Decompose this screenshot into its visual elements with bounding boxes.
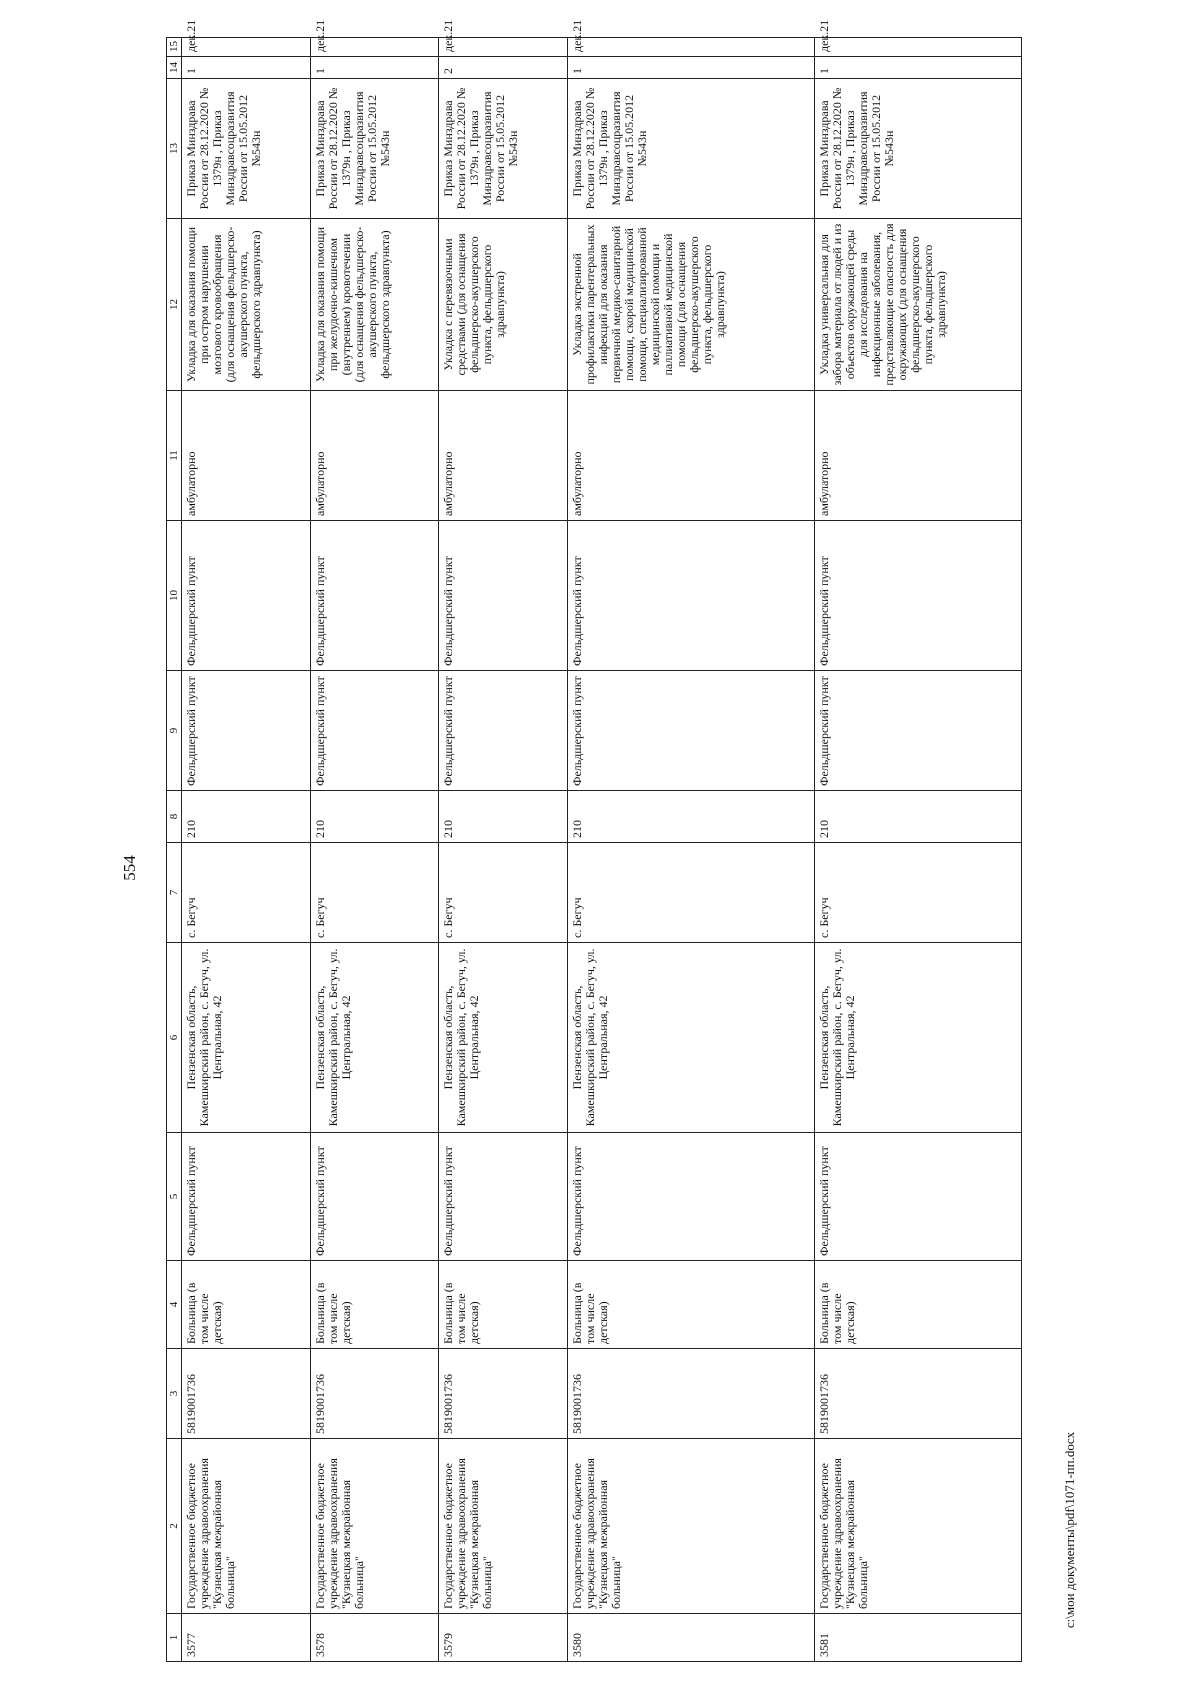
address-cell: Пензенская область, Камешкирский район, с. Бегуч, ул. Центральная, 42 xyxy=(439,943,568,1133)
row-number-cell: 3581 xyxy=(814,1614,1021,1662)
code-cell: 210 xyxy=(310,791,439,843)
table-row xyxy=(439,38,568,1662)
address-cell: Пензенская область, Камешкирский район, с. Бегуч, ул. Центральная, 42 xyxy=(814,943,1021,1133)
locality-cell: с. Бегуч xyxy=(310,843,439,943)
code-cell: 210 xyxy=(567,791,814,843)
table-container xyxy=(166,19,1022,1662)
subdivision-cell: Фельдшерский пункт xyxy=(567,671,814,791)
equipment-name-cell: Укладка для оказания помощи при остром нарушении мозгового кровообращения (для оснащения фельдшерско-акушерского пункта, фельдшерского здравпункта) xyxy=(182,219,311,391)
unit-name-cell: Фельдшерский пункт xyxy=(439,521,568,671)
column-number-7: 7 xyxy=(167,843,182,943)
code-cell: 210 xyxy=(439,791,568,843)
unit-type-cell: Фельдшерский пункт xyxy=(814,1133,1021,1261)
unit-type-cell: Фельдшерский пункт xyxy=(439,1133,568,1261)
equipment-name-cell: Укладка с перевязочными средствами (для оснащения фельдшерско-акушерского пункта, фельдшерского здравпункта) xyxy=(439,219,568,391)
quantity-cell: 1 xyxy=(182,57,311,79)
column-number-row xyxy=(167,38,182,1662)
page-number: 554 xyxy=(120,855,139,881)
column-number-14: 14 xyxy=(167,57,182,79)
subdivision-cell: Фельдшерский пункт xyxy=(814,671,1021,791)
address-cell: Пензенская область, Камешкирский район, с. Бегуч, ул. Центральная, 42 xyxy=(182,943,311,1133)
unit-name-cell: Фельдшерский пункт xyxy=(310,521,439,671)
date-cell: дек.21 xyxy=(310,38,439,57)
regulation-cell: Приказ Минздрава России от 28.12.2020 № 1379н , Приказ Минздравсоцразвития России от 15.05.2012 №543н xyxy=(567,79,814,219)
column-number-12: 12 xyxy=(167,219,182,391)
regulation-cell: Приказ Минздрава России от 28.12.2020 № 1379н , Приказ Минздравсоцразвития России от 15.05.2012 №543н xyxy=(814,79,1021,219)
inn-cell: 5819001736 xyxy=(567,1349,814,1439)
locality-cell: с. Бегуч xyxy=(182,843,311,943)
facility-type-cell: Больница (в том числе детская) xyxy=(814,1261,1021,1349)
table-row xyxy=(182,38,311,1662)
subdivision-cell: Фельдшерский пункт xyxy=(439,671,568,791)
care-conditions-cell: амбулаторно xyxy=(310,391,439,521)
locality-cell: с. Бегуч xyxy=(814,843,1021,943)
row-number-cell: 3578 xyxy=(310,1614,439,1662)
equipment-table xyxy=(166,19,1022,1662)
organization-cell: Государственное бюджетное учреждение здравоохранения "Кузнецкая межрайонная больница" xyxy=(310,1439,439,1614)
column-number-1: 1 xyxy=(167,1614,182,1662)
date-cell: дек.21 xyxy=(182,38,311,57)
column-number-6: 6 xyxy=(167,943,182,1133)
quantity-cell: 1 xyxy=(814,57,1021,79)
column-number-11: 11 xyxy=(167,391,182,521)
column-number-4: 4 xyxy=(167,1261,182,1349)
subdivision-cell: Фельдшерский пункт xyxy=(182,671,311,791)
care-conditions-cell: амбулаторно xyxy=(814,391,1021,521)
unit-name-cell: Фельдшерский пункт xyxy=(182,521,311,671)
inn-cell: 5819001736 xyxy=(182,1349,311,1439)
address-cell: Пензенская область, Камешкирский район, с. Бегуч, ул. Центральная, 42 xyxy=(310,943,439,1133)
table-row xyxy=(310,38,439,1662)
locality-cell: с. Бегуч xyxy=(567,843,814,943)
row-number-cell: 3580 xyxy=(567,1614,814,1662)
organization-cell: Государственное бюджетное учреждение здравоохранения "Кузнецкая межрайонная больница" xyxy=(814,1439,1021,1614)
column-number-8: 8 xyxy=(167,791,182,843)
organization-cell: Государственное бюджетное учреждение здравоохранения "Кузнецкая межрайонная больница" xyxy=(567,1439,814,1614)
column-number-15: 15 xyxy=(167,38,182,57)
unit-name-cell: Фельдшерский пункт xyxy=(814,521,1021,671)
equipment-name-cell: Укладка экстренной профилактики парентеральных инфекций для оказания первичной медико-санитарной помощи, скорой медицинской помощи, специализированной медицинской помощи и паллиативной медицинской помощи (для оснащения фельдшерско-акушерского пункта, фельдшерского здравпункта) xyxy=(567,219,814,391)
inn-cell: 5819001736 xyxy=(310,1349,439,1439)
code-cell: 210 xyxy=(182,791,311,843)
column-number-9: 9 xyxy=(167,671,182,791)
table-row xyxy=(567,38,814,1662)
inn-cell: 5819001736 xyxy=(814,1349,1021,1439)
facility-type-cell: Больница (в том числе детская) xyxy=(567,1261,814,1349)
subdivision-cell: Фельдшерский пункт xyxy=(310,671,439,791)
unit-type-cell: Фельдшерский пункт xyxy=(182,1133,311,1261)
unit-type-cell: Фельдшерский пункт xyxy=(567,1133,814,1261)
column-number-13: 13 xyxy=(167,79,182,219)
column-number-2: 2 xyxy=(167,1439,182,1614)
quantity-cell: 1 xyxy=(310,57,439,79)
row-number-cell: 3577 xyxy=(182,1614,311,1662)
care-conditions-cell: амбулаторно xyxy=(567,391,814,521)
address-cell: Пензенская область, Камешкирский район, с. Бегуч, ул. Центральная, 42 xyxy=(567,943,814,1133)
date-cell: дек.21 xyxy=(814,38,1021,57)
column-number-10: 10 xyxy=(167,521,182,671)
locality-cell: с. Бегуч xyxy=(439,843,568,943)
facility-type-cell: Больница (в том числе детская) xyxy=(310,1261,439,1349)
footer-file-path: c:\мои документы\pdf\1071-пп.docx xyxy=(1062,1431,1077,1629)
quantity-cell: 1 xyxy=(567,57,814,79)
quantity-cell: 2 xyxy=(439,57,568,79)
regulation-cell: Приказ Минздрава России от 28.12.2020 № 1379н , Приказ Минздравсоцразвития России от 15.05.2012 №543н xyxy=(310,79,439,219)
equipment-name-cell: Укладка для оказания помощи при желудочно-кишечном (внутреннем) кровотечении (для оснащения фельдшерско-акушерского пункта, фельдшерского здравпункта) xyxy=(310,219,439,391)
inn-cell: 5819001736 xyxy=(439,1349,568,1439)
column-number-5: 5 xyxy=(167,1133,182,1261)
facility-type-cell: Больница (в том числе детская) xyxy=(439,1261,568,1349)
code-cell: 210 xyxy=(814,791,1021,843)
organization-cell: Государственное бюджетное учреждение здравоохранения "Кузнецкая межрайонная больница" xyxy=(182,1439,311,1614)
column-number-3: 3 xyxy=(167,1349,182,1439)
regulation-cell: Приказ Минздрава России от 28.12.2020 № 1379н , Приказ Минздравсоцразвития России от 15.05.2012 №543н xyxy=(439,79,568,219)
facility-type-cell: Больница (в том числе детская) xyxy=(182,1261,311,1349)
organization-cell: Государственное бюджетное учреждение здравоохранения "Кузнецкая межрайонная больница" xyxy=(439,1439,568,1614)
regulation-cell: Приказ Минздрава России от 28.12.2020 № 1379н , Приказ Минздравсоцразвития России от 15.05.2012 №543н xyxy=(182,79,311,219)
unit-type-cell: Фельдшерский пункт xyxy=(310,1133,439,1261)
unit-name-cell: Фельдшерский пункт xyxy=(567,521,814,671)
date-cell: дек.21 xyxy=(567,38,814,57)
care-conditions-cell: амбулаторно xyxy=(439,391,568,521)
table-row xyxy=(814,38,1021,1662)
care-conditions-cell: амбулаторно xyxy=(182,391,311,521)
equipment-name-cell: Укладка универсальная для забора материала от людей и из объектов окружающей среды для исследования на инфекционные заболевания, представляющие опасность для окружающих (для оснащения фельдшерско-акушерского пункта, фельдшерского здравпункта) xyxy=(814,219,1021,391)
date-cell: дек.21 xyxy=(439,38,568,57)
row-number-cell: 3579 xyxy=(439,1614,568,1662)
